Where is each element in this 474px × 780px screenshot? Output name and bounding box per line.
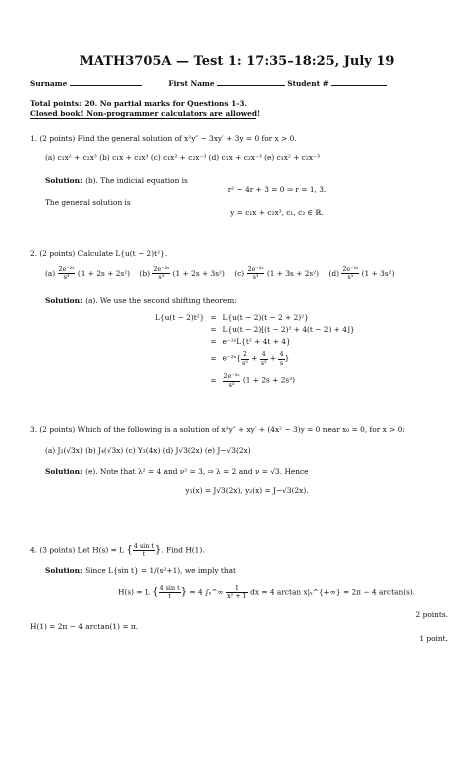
surname-blank[interactable] [70, 78, 142, 86]
q1-prompt: 1. (2 points) Find the general solution of x²y″ − 3xy′ + 3y = 0 for x > 0. [30, 134, 297, 143]
q2-options [45, 266, 394, 281]
q2-solution [45, 296, 237, 305]
q2-derivation: L{u(t − 2)t²} = L{u(t − 2)(t − 2 + 2)²} = L{u(t − 2)[(t − 2)² + 4(t − 2) + 4]} = e⁻²ˢL{t² + 4t + 4} = e⁻²ˢ{ $\frac{2}{\text{s³}}$ + $\frac{4}{\text{s²}}$ + $\frac{4}{s}$ } = $\frac{\text{2e⁻²ˢ}}{\text{s³}}$ (1 + 2s + 2s²) [152, 312, 358, 392]
firstname-blank[interactable] [217, 78, 285, 86]
q2-step-2: L{u(t − 2)[(t − 2)² + 4(t − 2) + 4]} [222, 325, 355, 335]
q2-step-5: $\frac{\text{2e⁻²ˢ}}{\text{s³}}$ (1 + 2s + 2s²) [223, 372, 296, 389]
q1-indicial-eq: r² − 4r + 3 = 0 ⇒ r = 1, 3. [227, 185, 327, 194]
q1-solution-text: (b). The indicial equation is [85, 176, 188, 185]
q4-solution-label: Solution: [45, 566, 83, 575]
instructions-underline [30, 118, 256, 119]
q2-opt-a: (a) $\frac{\text{2e⁻²ˢ}}{\text{s³}}$ (1 + 2s + 2s²) [45, 265, 131, 282]
q2-opt-b: (b) $\frac{\text{2e⁻²ˢ}}{\text{s³}}$ (1 + 2s + 3s²) [139, 265, 225, 282]
student-label: Student # [287, 79, 329, 88]
q2-step-3: e⁻²ˢL{t² + 4t + 4} [222, 337, 291, 347]
q2-prompt: 2. (2 points) Calculate L{u(t − 2)t²}. [30, 249, 168, 258]
q4-equation: H(s) = L { $\frac{\text{4 sin t}}{t}$ } = 4 ∫ₛ^∞ $\frac{1}{\text{x² + 1}}$ dx = 4 arctan x|ₛ^{+∞} = 2π − 4 arctan(s). [118, 584, 416, 601]
q3-solution [45, 467, 309, 476]
q3-prompt: 3. (2 points) Which of the following is a solution of x²y″ + xy′ + (4x² − 3)y = 0 near x₀ = 0, for x > 0: [30, 425, 405, 434]
q2-opt-c: (c) $\frac{\text{2e⁻²ˢ}}{\text{s³}}$ (1 + 3s + 2s²) [234, 265, 320, 282]
firstname-label: First Name [168, 79, 215, 88]
q2-opt-d: (d) $\frac{\text{2e⁻²ˢ}}{\text{s³}}$ (1 + 3s²) [328, 265, 395, 282]
q1-options: (a) c₁x² + c₂x³ (b) c₁x + c₂x³ (c) c₁x² + c₂x⁻³ (d) c₁x + c₂x⁻³ (e) c₁x² + c₂x⁻³ [45, 153, 320, 162]
q4-solution [45, 566, 236, 575]
q1-solution-label: Solution: [45, 176, 83, 185]
surname-label: Surname [30, 79, 68, 88]
student-number-blank[interactable] [331, 78, 387, 86]
q4-solution-text: Since L{sin t} = 1/(s²+1), we imply that [85, 566, 237, 575]
q2-step-4: e⁻²ˢ{ $\frac{2}{\text{s³}}$ + $\frac{4}{\text{s²}}$ + $\frac{4}{s}$ } [222, 350, 290, 367]
q1-general-eq: y = c₁x + c₂x³, c₁, c₂ ∈ ℝ. [230, 208, 324, 217]
name-fields-row [30, 78, 387, 88]
q2-solution-label: Solution: [45, 296, 83, 305]
instructions-line-1: Total points: 20. No partial marks for Questions 1-3. [30, 99, 248, 108]
q2-lhs: L{u(t − 2)t²} [155, 313, 205, 323]
q1-solution [45, 176, 188, 185]
q3-solution-text: (e). Note that λ² = 4 and ν² = 3, ⇒ λ = 2 and ν = √3. Hence [85, 467, 309, 476]
q3-options: (a) J₂(√3x) (b) J₄(√3x) (c) Y₃(4x) (d) J√3(2x) (e) J−√3(2x) [45, 446, 251, 455]
instructions-line-2: Closed book! Non-programmer calculators are allowed! [30, 109, 261, 118]
q1-general-text: The general solution is [45, 198, 131, 207]
q3-solution-label: Solution: [45, 467, 83, 476]
q4-prompt: 4. (3 points) Let H(s) = L { $\frac{\text{4 sin t}}{t}$ }. Find H(1). [30, 542, 205, 559]
q2-solution-text: (a). We use the second shifting theorem: [85, 296, 237, 305]
q4-points-2: 1 point. [419, 634, 448, 643]
q4-points-1: 2 points. [415, 610, 448, 619]
q3-solutions-eq: y₁(x) = J√3(2x), y₂(x) = J−√3(2x). [185, 486, 309, 495]
q2-step-1: L{u(t − 2)(t − 2 + 2)²} [222, 313, 309, 323]
page-title: MATH3705A — Test 1: 17:35–18:25, July 19 [79, 54, 395, 69]
q4-final: H(1) = 2π − 4 arctan(1) = π. [30, 622, 139, 631]
